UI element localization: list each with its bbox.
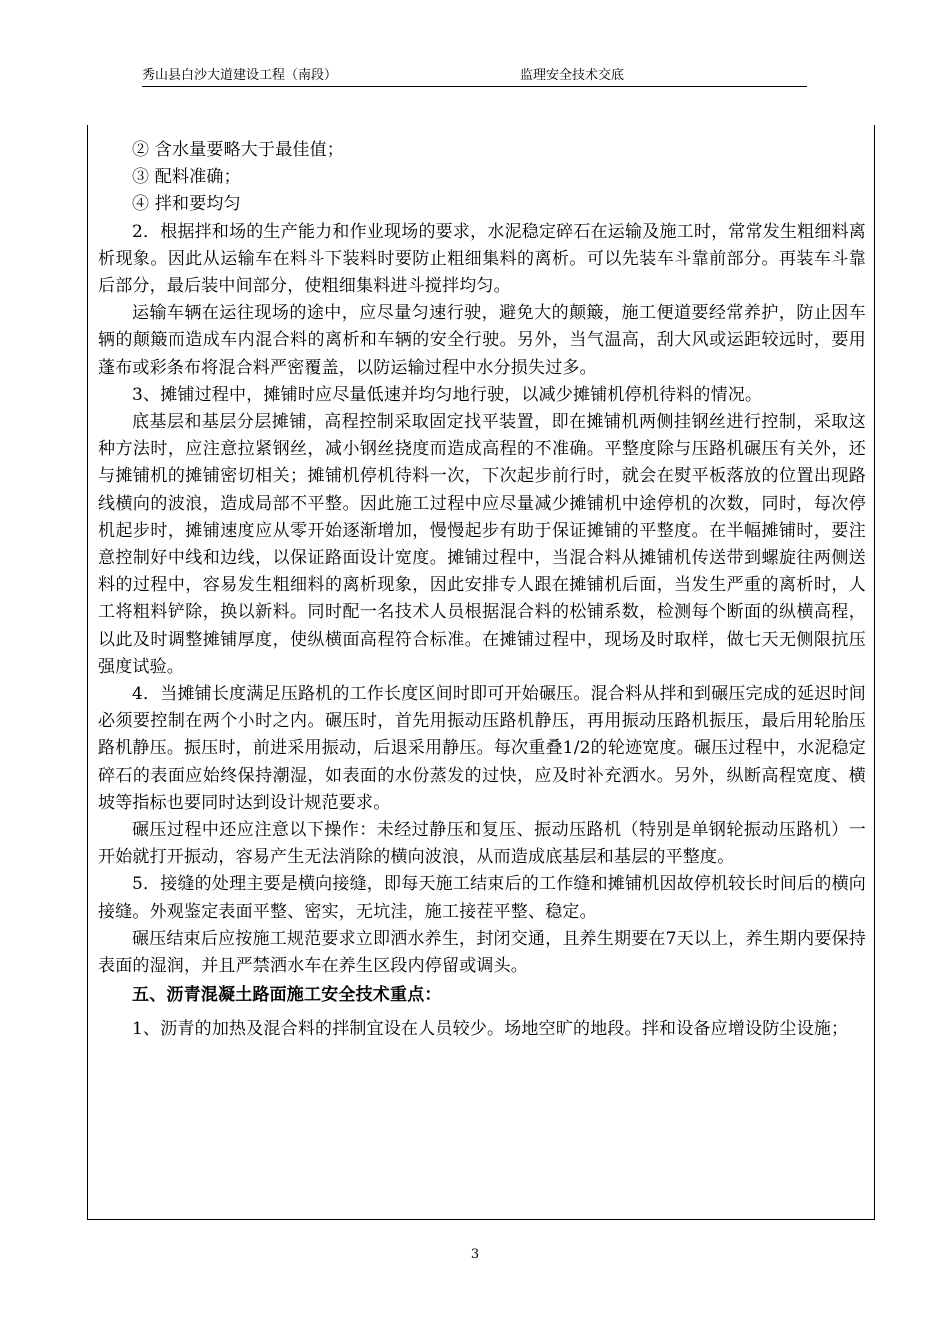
header-document-type: 监理安全技术交底 (520, 68, 625, 83)
paragraph: ③ 配料准确； (132, 167, 241, 188)
paragraph: ② 含水量要略大于最佳值； (132, 140, 345, 160)
content-frame (87, 125, 875, 1220)
section-heading: 五、沥青混凝土路面施工安全技术重点： (132, 985, 442, 1006)
paragraph: ④ 拌和要均匀 (132, 194, 241, 215)
paragraph: 运输车辆在运往现场的途中，应尽量匀速行驶，避免大的颠簸，施工便道要经常养护，防止因车辆的颠簸而造成车内混合料的离析和车辆的安全行驶。另外，当气温高，刮大风或运距较远时，要用蓬布或彩条布将混合料严密覆盖，以防运输过程中水分损失过多。 (98, 303, 866, 378)
page-header (142, 66, 807, 87)
paragraph: 碾压过程中还应注意以下操作：未经过静压和复压、振动压路机（特别是单钢轮振动压路机）一开始就打开振动，容易产生无法消除的横向波浪，从而造成底基层和基层的平整度。 (98, 820, 866, 868)
paragraph: 1、沥青的加热及混合料的拌制宜设在人员较少。场地空旷的地段。拌和设备应增设防尘设施； (132, 1018, 849, 1039)
paragraph: 底基层和基层分层摊铺，高程控制采取固定找平装置，即在摊铺机两侧挂钢丝进行控制，采取这种方法时，应注意拉紧钢丝，减小钢丝挠度而造成高程的不准确。平整度除与压路机碾压有关外，还与摊铺机的摊铺密切相关；摊铺机停机待料一次，下次起步前行时，就会在熨平板落放的位置出现路线横向的波浪，造成局部不平整。因此施工过程中应尽量减少摊铺机中途停机的次数，同时，每次停机起步时，摊铺速度应从零开始逐渐增加，慢慢起步有助于保证摊铺的平整度。在半幅摊铺时，要注意控制好中线和边线，以保证路面设计宽度。摊铺过程中，当混合料从摊铺机传送带到螺旋往两侧送料的过程中，容易发生粗细料的离析现象，因此安排专人跟在摊铺机后面，当发生严重的离析时，人工将粗料铲除，换以新料。同时配一名技术人员根据混合料的松铺系数，检测每个断面的纵横高程，以此及时调整摊铺厚度，使纵横面高程符合标准。在摊铺过程中，现场及时取样，做七天无侧限抗压强度试验。 (98, 412, 866, 677)
header-project-title: 秀山县白沙大道建设工程（南段） (142, 68, 338, 83)
page-number: 3 (470, 1247, 480, 1262)
paragraph: 4．当摊铺长度满足压路机的工作长度区间时即可开始碾压。混合料从拌和到碾压完成的延迟时间必须要控制在两个小时之内。碾压时，首先用振动压路机静压，再用振动压路机振压，最后用轮胎压路机静压。振压时，前进采用振动，后退采用静压。每次重叠1/2的轮迹宽度。碾压过程中，水泥稳定碎石的表面应始终保持潮湿，如表面的水份蒸发的过快，应及时补充洒水。另外，纵断高程宽度、横坡等指标也要同时达到设计规范要求。 (98, 684, 866, 813)
paragraph: 碾压结束后应按施工规范要求立即洒水养生，封闭交通，且养生期要在7天以上，养生期内要保持表面的湿润，并且严禁洒水车在养生区段内停留或调头。 (98, 928, 866, 977)
paragraph: 2．根据拌和场的生产能力和作业现场的要求，水泥稳定碎石在运输及施工时，常常发生粗细料离析现象。因此从运输车在料斗下装料时要防止粗细集料的离析。可以先装车斗靠前部分。再装车斗靠后部分，最后装中间部分，使粗细集料进斗搅拌均匀。 (98, 221, 866, 297)
paragraph: 5．接缝的处理主要是横向接缝，即每天施工结束后的工作缝和摊铺机因故停机较长时间后的横向接缝。外观鉴定表面平整、密实，无坑洼，施工接茬平整、稳定。 (98, 874, 866, 922)
paragraph: 3、摊铺过程中，摊铺时应尽量低速并均匀地行驶，以减少摊铺机停机待料的情况。 (132, 384, 763, 405)
